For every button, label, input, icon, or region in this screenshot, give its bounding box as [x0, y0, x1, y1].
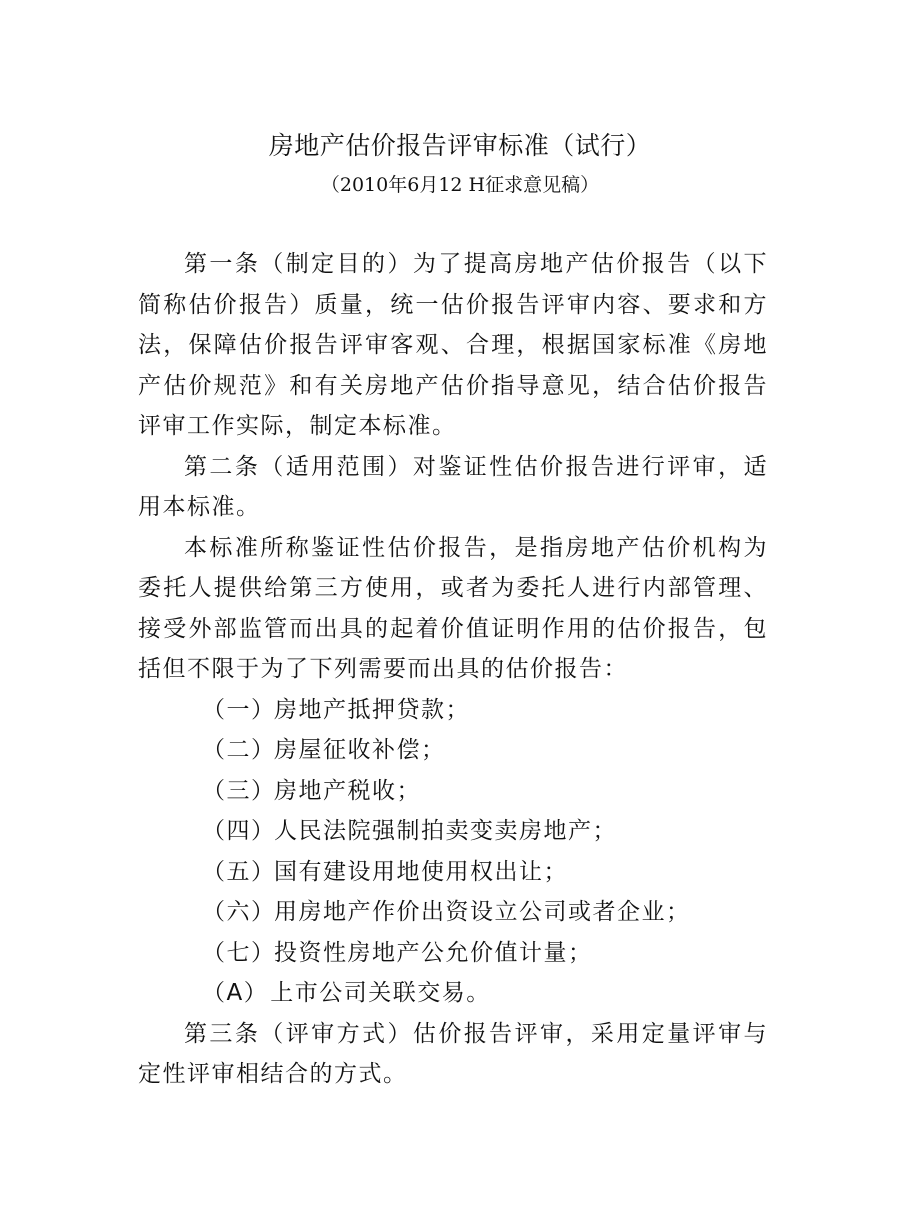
- list-item-number: （七）: [202, 939, 276, 966]
- list-item-number: （四）: [202, 818, 276, 844]
- list-item-number: （二）: [202, 737, 276, 763]
- list-item-text: 投资性房地产公允价值计量；: [274, 939, 593, 966]
- list-item: [138, 690, 768, 731]
- article-3: 第三条（评审方式）估价报告评审，采用定量评审与定性评审相结合的方式。: [138, 1020, 768, 1087]
- article-1: 第一条（制定目的）为了提高房地产估价报告（以下简称估价报告）质量，统一估价报告评审内容、要求和方法，保障估价报告评审客观、合理，根据国家标准《房地产估价规范》和有关房地产估价指导意见，结合估价报告评审工作实际，制定本标准。: [138, 251, 768, 439]
- list-item-number: （五）: [202, 858, 276, 885]
- list-item: [138, 892, 768, 933]
- list-item-text: 房屋征收补偿；: [274, 737, 446, 763]
- list-item: [138, 852, 768, 893]
- document-title: 房地产估价报告评审标准（试行）: [268, 131, 652, 160]
- article-2-note: 本标准所称鉴证性估价报告，是指房地产估价机构为委托人提供给第三方使用，或者为委托人进行内部管理、接受外部监管而出具的起着价值证明作用的估价报告，包括但不限于为了下列需要而出具的估价报告：: [138, 534, 768, 682]
- list-item-text: 上市公司关联交易。: [270, 980, 491, 1006]
- list-item-text: 人民法院强制拍卖变卖房地产；: [274, 818, 617, 844]
- list-item-text: 用房地产作价出资设立公司或者企业；: [274, 899, 691, 925]
- list-item-number: （三）: [202, 777, 276, 804]
- list-item-number: （A）: [202, 980, 269, 1006]
- list-item: [138, 811, 768, 852]
- list-item: [138, 933, 768, 974]
- article-2: 第二条（适用范围）对鉴证性估价报告进行评审，适用本标准。: [138, 453, 768, 520]
- document-body: [138, 244, 768, 1095]
- list-item: [138, 771, 768, 812]
- list-item-number: （一）: [202, 696, 276, 723]
- list-item: [138, 730, 768, 771]
- list-item-text: 房地产抵押贷款；: [274, 696, 470, 723]
- list-item: [138, 973, 768, 1014]
- list-item-number: （六）: [202, 899, 276, 925]
- document-subtitle: （2010年6月12 H征求意见稿）: [320, 174, 600, 196]
- list-item-text: 国有建设用地使用权出让；: [274, 858, 568, 885]
- list-item-text: 房地产税收；: [274, 777, 421, 804]
